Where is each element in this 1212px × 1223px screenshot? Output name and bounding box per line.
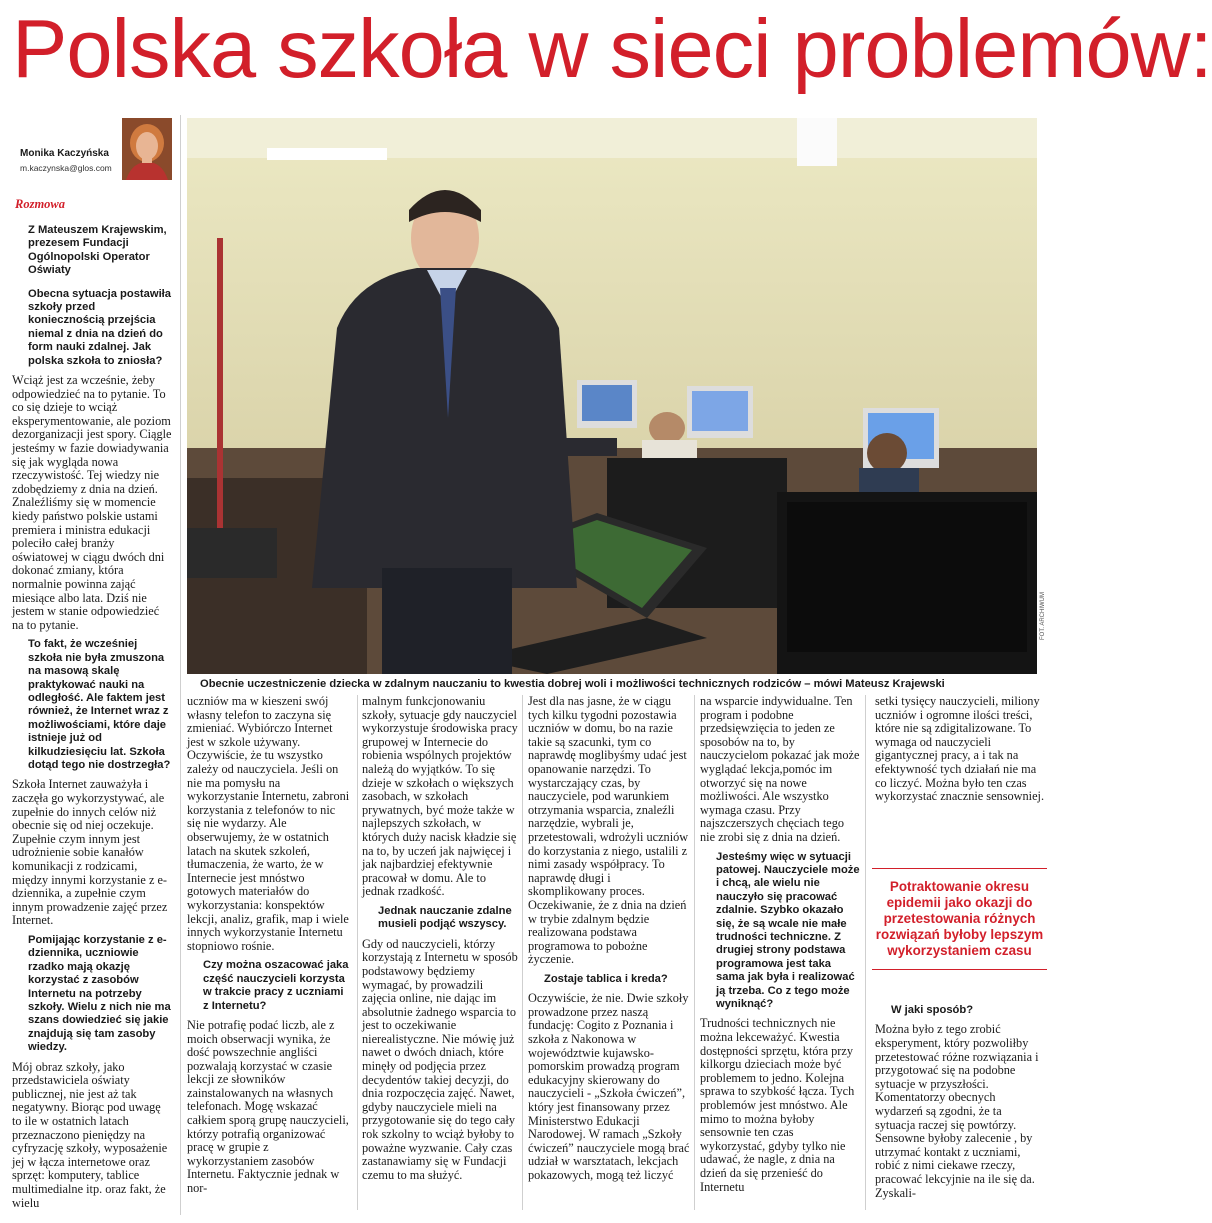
answer: Trudności technicznych nie można lekceważyć. Kwestia dostępności sprzętu, która przy kilkorgu dzieciach może być problemem to jedno. Kolejna sprawa to szybkość łącza. Tych problemów jest mnóstwo. Ale mimo to można byłoby sensownie ten czas wykorzystać, gdyby tylko nie udawać, że nagle, z dnia na dzień da się przenieść do Internetu [700, 1016, 855, 1194]
column-divider [522, 695, 523, 1210]
section-label: Rozmowa [15, 197, 66, 211]
answer: na wsparcie indywidualne. Ten program i podobne przedsięwzięcia to jeden ze sposobów na to, by nauczycielom pokazać jak może wyglądać lekcja,pomóc im otworzyć się na nowe możliwości. Ale wszystko wymaga czasu. Przy najszczerszych chęciach tego nie zrobi się z dnia na dzień. [700, 694, 860, 844]
photo-credit: FOT. ARCHIWUM [1040, 592, 1046, 640]
author-email: m.kaczynska@glos.com [20, 163, 112, 173]
column-divider [694, 695, 695, 1210]
answer: Oczywiście, że nie. Dwie szkoły prowadzone przez naszą fundację: Cogito z Poznania i szkoła z Nakonowa w województwie kujawsko-pomorskim prowadzą program edukacyjny skierowany do nauczycieli - „Szkoła ćwiczeń”, który jest finansowany przez Ministerstwo Edukacji Narodowej. W ramach „Szkoły ćwiczeń” nauczyciele mogą brać udział w warsztatach, lekcjach pokazowych, mogą też liczyć [528, 991, 690, 1182]
article-column-5 [700, 695, 860, 1210]
article-column-1 [12, 224, 172, 1210]
column-divider [865, 695, 866, 1210]
byline [12, 118, 174, 182]
answer: Szkoła Internet zauważyła i zaczęła go wykorzystywać, ale zupełnie do innych celów niż obecnie się od niej oczekuje. Zupełnie czym innym jest udrożnienie sobie kanałów komunikacji z rodzicami, między innymi korzystanie z e-dziennika, a zupełnie czym innym prowadzenie zajęć przez Internet. [12, 777, 168, 928]
article-column-6b [875, 1000, 1045, 1210]
article-column-2 [187, 695, 351, 1210]
article-photo [187, 118, 1037, 674]
question: To fakt, że wcześniej szkoła nie była zmuszona na masową skalę praktykować nauki na odległość. Ale faktem jest również, że Internet wraz z możliwościami, które daje istnieje już od kilkudziesięciu lat. Szkoła dotąd tego nie dostrzegła? [28, 638, 171, 771]
answer: uczniów ma w kieszeni swój własny telefon to zaczyna się zmieniać. Wybiórczo Internet jest w szkole używany. Oczywiście, że tu wszystko zależy od nauczyciela. Jeśli on nie ma pomysłu na wykorzystanie Internetu, zabroni korzystania z telefonów to nic się nie wydarzy. Ale obserwujemy, że w ostatnich latach na skutek szkoleń, tłumaczenia, że warto, że w Internecie jest mnóstwo gotowych materiałów do wykorzystania: konspektów lekcji, analiz, grafik, map i wiele innych wykorzystanie Internetu stopniowo rośnie. [187, 694, 350, 953]
answer: Jest dla nas jasne, że w ciągu tych kilku tygodni pozostawia uczniów w domu, bo na razie takie są szacunki, tym co naprawdę moglibyśmy udać jest opanowanie narzędzi. To wystarczający czas, by nauczyciele, pod warunkiem otrzymania wsparcia, znaleźli narzędzie, wybrali je, przetestowali, wdrożyli uczniów do korzystania z niego, ustalili z nimi zasady współpracy. To naprawdę długi i skomplikowany proces. Oczekiwanie, że z dnia na dzień w trybie zdalnym będzie realizowana podstawa programowa to pobożne życzenie. [528, 694, 689, 967]
author-name: Monika Kaczyńska [20, 148, 109, 159]
answer: setki tysięcy nauczycieli, miliony uczniów i ogromne ilości treści, które nie są zdigitalizowane. To wymaga od nauczycieli gigantycznej pracy, a i tak na efektywność tych działań nie ma co liczyć. Można było ten czas wykorzystać znacznie sensowniej. [875, 694, 1045, 804]
answer: Nie potrafię podać liczb, ale z moich obserwacji wynika, że dość powszechnie angliści pozwalają korzystać w czasie lekcji ze słowników zainstalowanych na własnych telefonach. Mogę wskazać całkiem sporą grupę nauczycieli, którzy potrafią organizować pracę w grupie z wykorzystaniem zasobów Internetu. Faktycznie jednak w nor- [187, 1017, 349, 1196]
question: Czy można oszacować jaka część nauczycieli korzysta w trakcie pracy z uczniami z Internetu? [203, 959, 349, 1012]
answer: Gdy od nauczycieli, którzy korzystają z Internetu w sposób podstawowy będziemy wymagać, by prowadzili zajęcia online, nie dając im absolutnie żadnego wsparcia to jest to oczekiwanie nierealistyczne. Nie mówię już nawet o dwóch dniach, które minęły od podjęcia przez decydentów takiej decyzji, do dnia rozpoczęcia zajęć. Nawet, gdyby nauczyciele mieli na przygotowanie się do tego cały rok szkolny to wciąż byłoby to poważne wyzwanie. Cały czas zastanawiamy się w Fundacji czemu to ma służyć. [362, 936, 518, 1182]
answer: Mój obraz szkoły, jako przedstawiciela oświaty publicznej, nie jest aż tak negatywny. Biorąc pod uwagę to ile w ostatnich latach przeznaczono pieniędzy na cyfryzację szkoły, wyposażenie jej w łącza internetowe oraz sprzęt: komputery, tablice multimedialne itp. oraz fakt, że wielu [12, 1059, 168, 1210]
question: Pomijając korzystanie z e-dziennika, uczniowie rzadko mają okazję korzystać z zasobów Internetu na potrzeby szkoły. Wielu z nich nie ma szans dowiedzieć się jakie znajdują się tam zasoby wiedzy. [28, 933, 171, 1054]
column-divider [357, 695, 358, 1210]
question: Zostaje tablica i kreda? [544, 972, 668, 985]
question: Obecna sytuacja postawiła szkoły przed koniecznością przejścia niemal z dnia na dzień do form nauki zdalnej. Jak polska szkoła to zniosła? [28, 287, 172, 367]
article-column-4 [528, 695, 690, 1210]
question: Jesteśmy więc w sytuacji patowej. Nauczyciele może i chcą, ale wielu nie nauczyło się pracować zdalnie. Szybko okazało się, że są wcale nie małe trudności techniczne. Z drugiej strony podstawa programowa jest taka sama jak była i realizować ją trzeba. Co z tego może wyniknąć? [716, 850, 860, 1010]
answer: Wciąż jest za wcześnie, żeby odpowiedzieć na to pytanie. To co się dzieje to wciąż eksperymentowanie, ale poziom dezorganizacji jest spory. Ciągle jesteśmy w fazie dowiadywania się jak wygląda nowa rzeczywistość. Tej wiedzy nie zdobędziemy z dnia na dzień. Znaleźliśmy się w momencie kiedy państwo polskie ustami premiera i ministra edukacji poleciło całej branży oświatowej w ciągu dwóch dni dokonać zmiany, która normalnie powinna zająć miesiące albo lata. Dziś nie jestem w stanie odpowiedzieć na to pytanie. [12, 373, 172, 632]
headline: Polska szkoła w sieci problemów: [12, 2, 1212, 95]
answer: malnym funkcjonowaniu szkoły, sytuacje gdy nauczyciel wykorzystuje środowiska pracy grupowej w Internecie do robienia wspólnych projektów należą do wyjątków. To się dzieje w szkołach o większych zasobach, w szkołach prywatnych, być może także w najlepszych szkołach, w których duży nacisk kładzie się na to, by uczeń jak najwięcej i jak najbardziej efektywnie pracował w domu. Ale to jednak rzadkość. [362, 694, 518, 899]
author-avatar [122, 118, 172, 180]
pull-quote: Potraktowanie okresu epidemii jako okazji do przetestowania różnych rozwiązań byłoby lepszym wykorzystaniem czasu [872, 868, 1047, 970]
column-divider [180, 115, 181, 1215]
question: Jednak nauczanie zdalne musieli podjąć wszyscy. [378, 904, 512, 931]
photo-caption: Obecnie uczestniczenie dziecka w zdalnym nauczaniu to kwestia dobrej woli i możliwości technicznych rodziców – mówi Mateusz Krajewski [200, 678, 945, 690]
article-column-3 [362, 695, 518, 1210]
interview-lede: Z Mateuszem Krajewskim, prezesem Fundacji Ogólnopolski Operator Oświaty [28, 224, 167, 277]
article-column-6a [875, 695, 1045, 860]
answer: Można było z tego zrobić eksperyment, który pozwoliłby przetestować różne rozwiązania i przygotować się na podobne sytuacje w przyszłości. Komentatorzy obecnych wydarzeń są zgodni, że ta sytuacja raczej się powtórzy. Sensowne byłoby zalecenie , by utrzymać kontakt z uczniami, robić z nimi ciekawe rzeczy, pracować lekcyjnie na ile się da. Zyskali- [875, 1022, 1039, 1200]
question: W jaki sposób? [891, 1004, 974, 1016]
